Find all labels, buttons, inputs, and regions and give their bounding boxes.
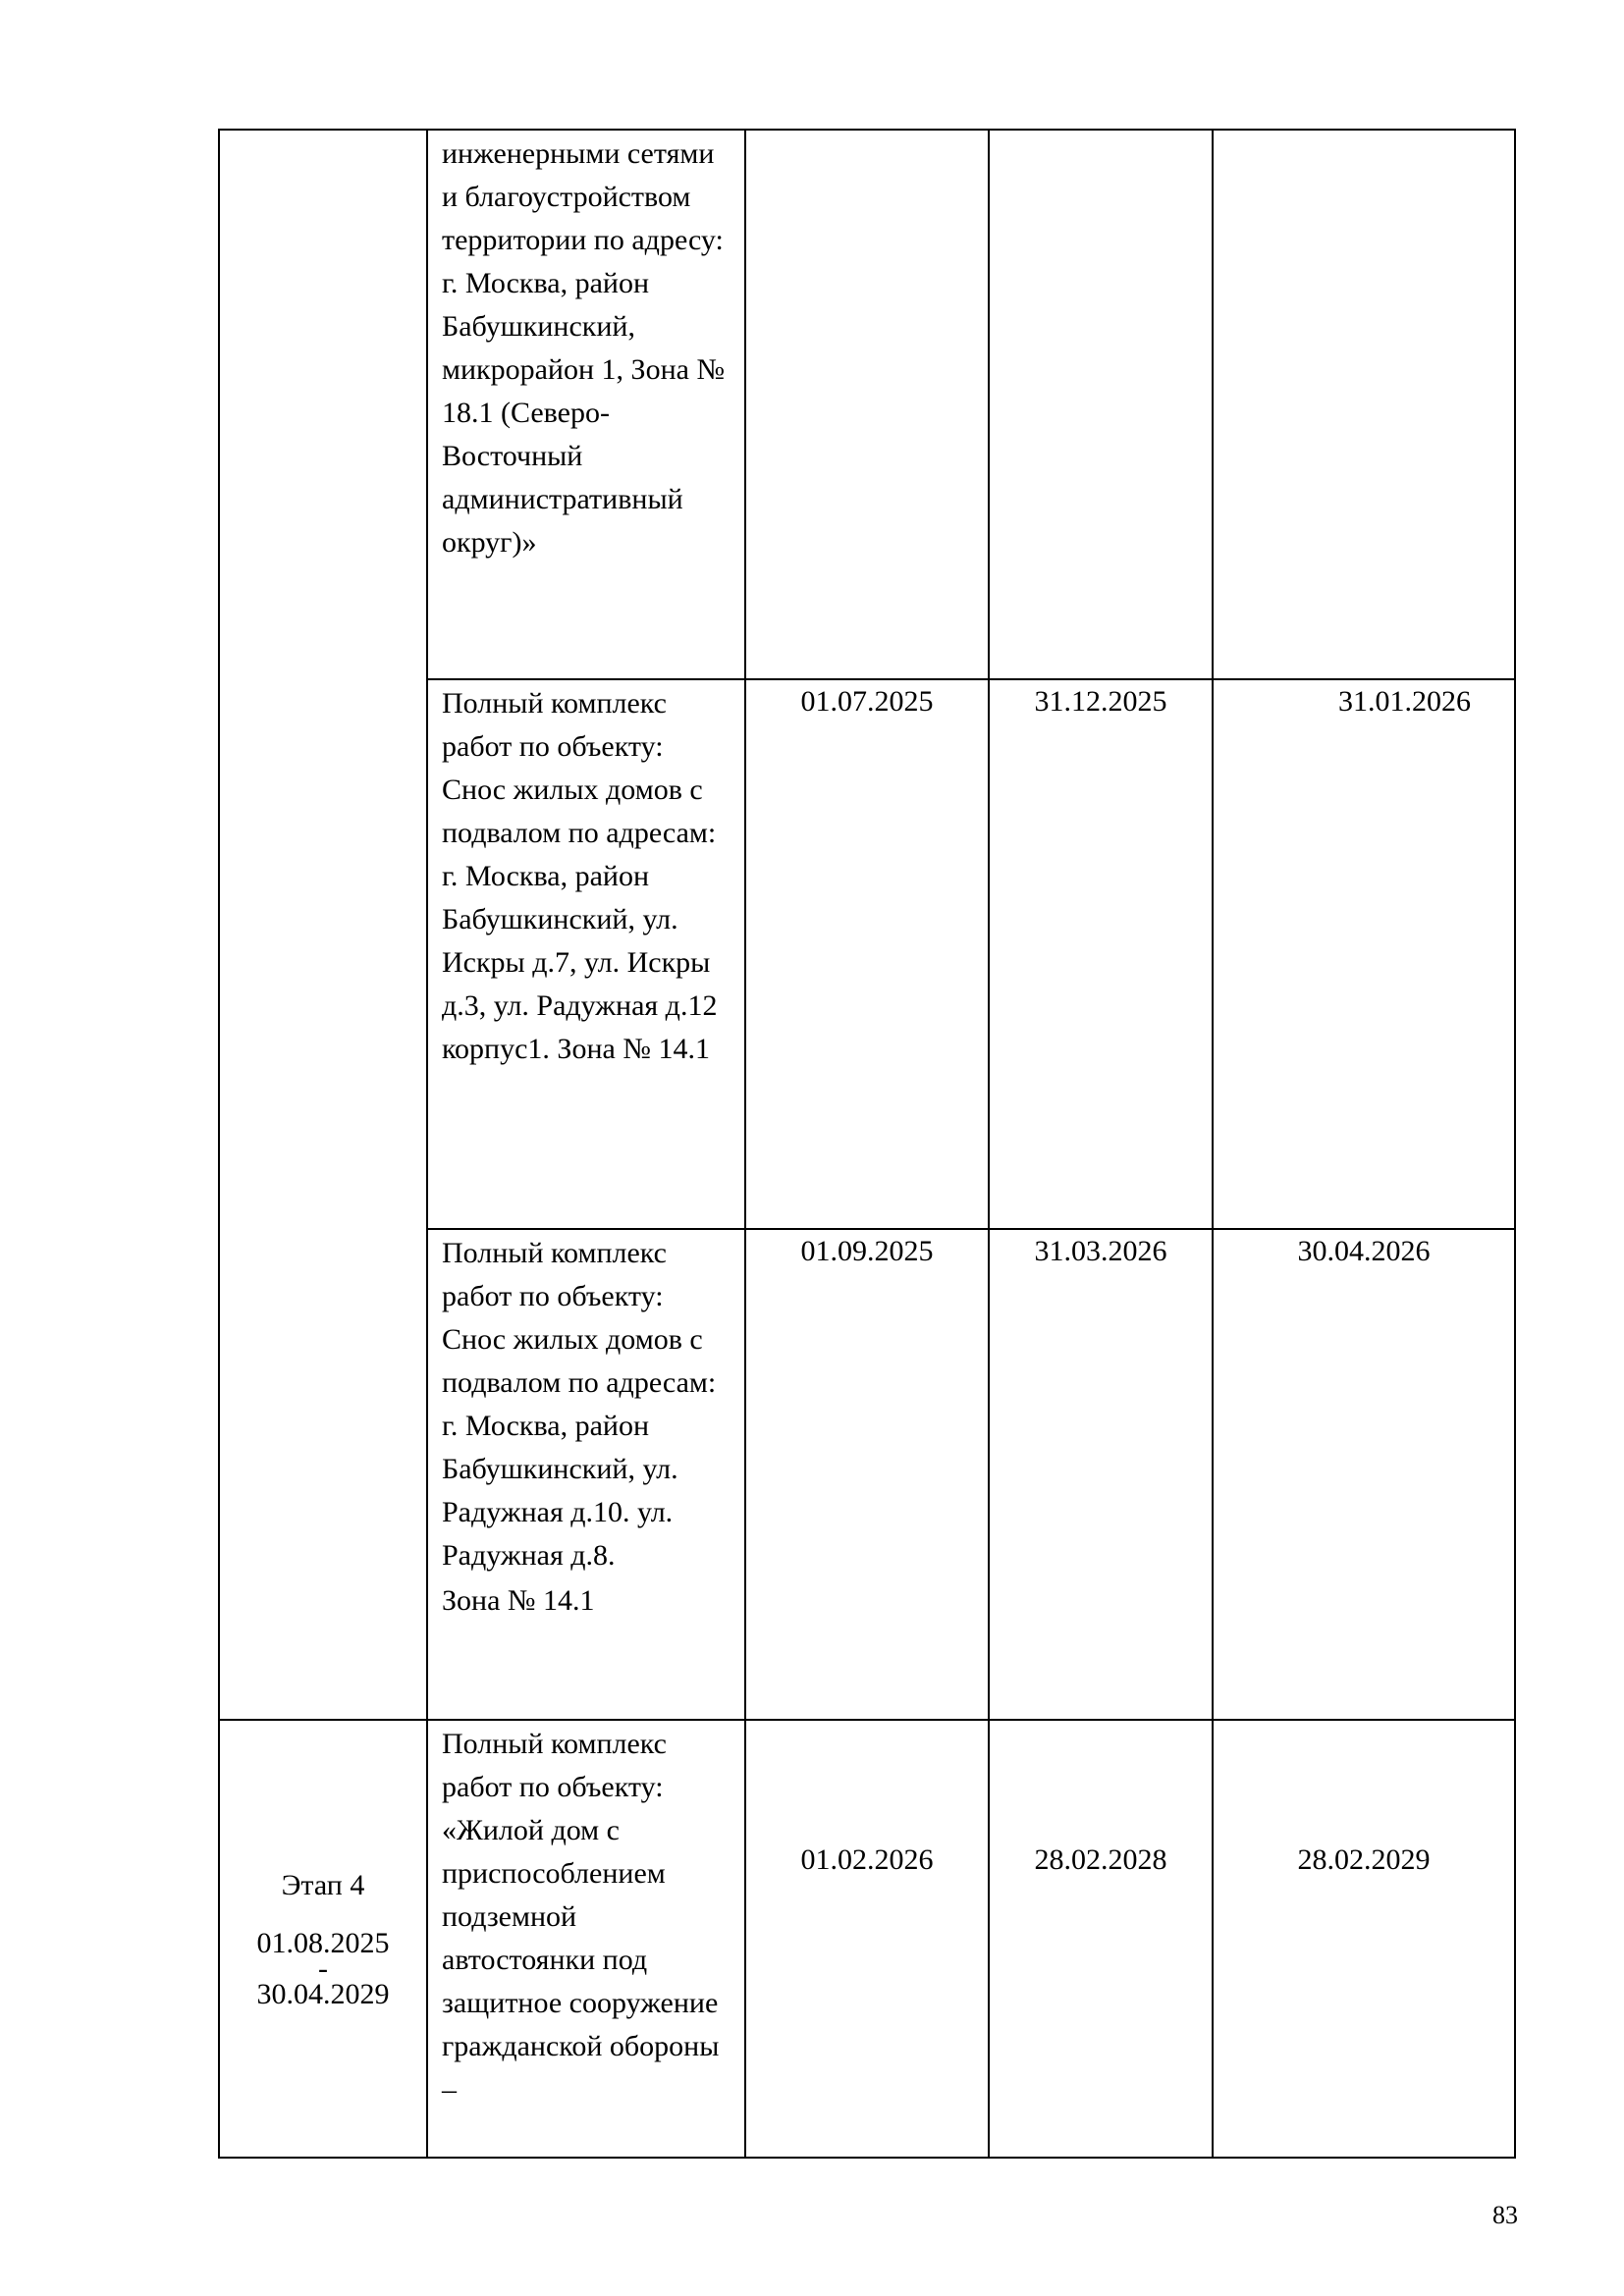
work-description-zone: Зона № 14.1 (442, 1584, 595, 1617)
stage-start: 01.08.2025 (256, 1927, 390, 1959)
schedule-table (218, 129, 1516, 2159)
stage-cell (219, 1720, 427, 2158)
work-description-cell (427, 1229, 745, 1720)
start-date-cell (745, 130, 989, 679)
stage-cell-empty (219, 130, 427, 1720)
start-date: 01.07.2025 (745, 679, 989, 1229)
work-description: Полный комплекс работ по объекту: «Жилой дом с приспособлением подземной автостоянки под защитное сооружение гражданской обороны – (442, 1728, 720, 2106)
work-description-cell (427, 679, 745, 1229)
end-date: 28.02.2028 (989, 1720, 1213, 2158)
deadline-date-cell (1213, 130, 1515, 679)
work-description-cell (427, 130, 745, 679)
start-date: 01.02.2026 (745, 1720, 989, 2158)
page-number: 83 (1492, 2201, 1518, 2229)
deadline-date: 30.04.2026 (1213, 1229, 1515, 1720)
stage-date-range (220, 1925, 426, 2013)
work-description: инженерными сетями и благоустройством территории по адресу: г. Москва, район Бабушкинский, микрорайон 1, Зона № 18.1 (Северо-Восточный административный округ)» (442, 137, 726, 559)
end-date: 31.12.2025 (989, 679, 1213, 1229)
deadline-date: 31.01.2026 (1213, 679, 1515, 1229)
table-row (219, 130, 1515, 679)
end-date: 31.03.2026 (989, 1229, 1213, 1720)
work-description: Полный комплекс работ по объекту: Снос жилых домов с подвалом по адресам: г. Москва, район Бабушкинский, ул. Радужная д.10. ул. Радужная д.8. (442, 1237, 717, 1572)
work-description: Полный комплекс работ по объекту: Снос жилых домов с подвалом по адресам: г. Москва, район Бабушкинский, ул. Искры д.7, ул. Искры д.3, ул. Радужная д.12 корпус1. Зона № 14.1 (442, 687, 718, 1065)
start-date: 01.09.2025 (745, 1229, 989, 1720)
work-description-cell (427, 1720, 745, 2158)
table-row (219, 1720, 1515, 2158)
end-date-cell (989, 130, 1213, 679)
deadline-date: 28.02.2029 (1213, 1720, 1515, 2158)
stage-label: Этап 4 (281, 1869, 365, 1901)
stage-dash: - (318, 1952, 328, 1985)
stage-end: 30.04.2029 (256, 1978, 390, 2010)
